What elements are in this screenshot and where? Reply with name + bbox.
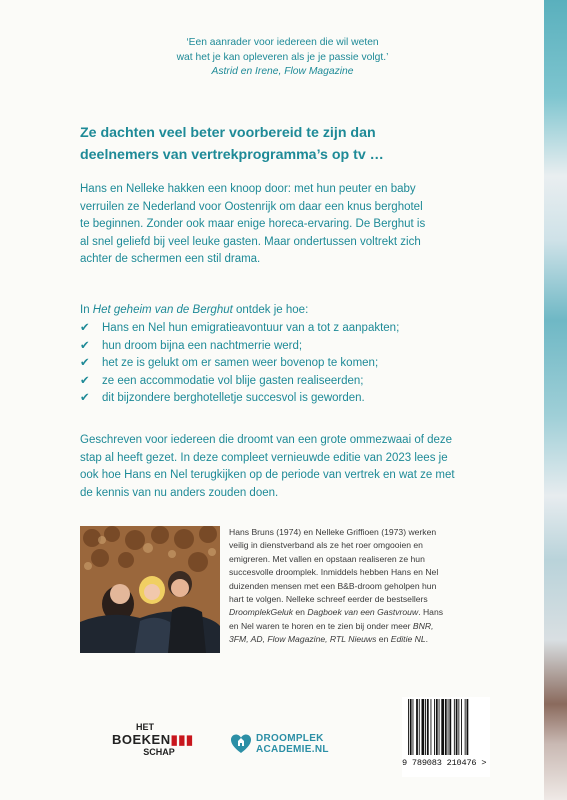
barcode-bars (402, 697, 490, 757)
barcode-bar (431, 699, 432, 755)
checkmark-icon: ✔ (80, 339, 90, 352)
barcode-bar (408, 699, 409, 755)
barcode-bar (419, 699, 420, 755)
checklist-text: Hans en Nel hun emigratieavontuur van a tot z aanpakten; (102, 322, 400, 334)
bio-line: duizenden mensen met een B&B-droom geholpen hun (229, 580, 437, 591)
bio-line: succesvolle droomplek. Inmiddels hebben Hans en Nel (229, 567, 439, 578)
barcode-bar (445, 699, 447, 755)
barcode-bar (439, 699, 440, 755)
barcode-bar (448, 699, 449, 755)
bio-text: . (425, 634, 429, 645)
bio-line: emigreren. Met vallen en opstaan realiseren ze hun (229, 553, 425, 564)
bio-line (229, 620, 501, 633)
barcode-bar (458, 699, 459, 755)
headline (80, 122, 500, 166)
closing-line: de kennis van nu anders zouden doen. (80, 486, 279, 499)
blurb-paragraph (80, 181, 520, 269)
bio-text: . Hans (418, 607, 444, 618)
isbn-barcode (402, 697, 490, 777)
list-item (80, 320, 520, 338)
closing-line: stap al heeft gezet. In deze compleet vernieuwde editie van 2023 lees je (80, 451, 448, 464)
barcode-bar (465, 699, 466, 755)
blurb-line: verruilen ze Nederland voor Oostenrijk om daar een knus berghotel (80, 200, 423, 213)
book-title-inline: Dagboek van een Gastvrouw (307, 607, 419, 618)
checklist-text: het ze is gelukt om er samen weer bovenop te komen; (102, 357, 379, 369)
bio-text: en (376, 634, 391, 645)
blurb-line: te beginnen. Zonder ook maar enige horeca-ervaring. De Berghut is (80, 218, 426, 230)
spine-photo-strip (544, 0, 567, 800)
isbn-digits: 9 789083 210476 > (402, 758, 487, 768)
bio-line (229, 606, 501, 619)
barcode-bar (413, 699, 414, 755)
closing-paragraph (80, 432, 520, 502)
bio-line: hart te volgen. Nelleke schreef eerder de bestsellers (229, 594, 428, 605)
media-name: BNR, (412, 620, 434, 631)
barcode-bar (436, 699, 438, 755)
review-quote (150, 36, 415, 80)
bio-text: en (293, 607, 308, 618)
academy-logo-line: ACADEMIE.NL (256, 744, 329, 755)
barcode-bar (425, 699, 426, 755)
academy-logo-text (256, 733, 329, 755)
barcode-bar (456, 699, 458, 755)
book-title-inline: DroomplekGeluk (229, 607, 293, 618)
bio-line: Hans Bruns (1974) en Nelleke Griffioen (1973) werken (229, 527, 437, 537)
author-photo (80, 526, 220, 653)
bio-line (229, 633, 501, 646)
blurb-line: al snel geliefd bij veel leuke gasten. Maar ondertussen voltrekt zich (80, 235, 421, 248)
publisher-logo (112, 722, 192, 767)
blurb-line: achter de schermen een stil drama. (80, 253, 261, 265)
checklist-text: dit bijzondere berghotelletje succesvol is geworden. (102, 392, 365, 404)
closing-line: Geschreven voor iedereen die droomt van een grote ommezwaai of deze (80, 434, 453, 446)
bio-line: veilig in dienstverband als ze het roer omgooien en (229, 540, 423, 551)
list-item (80, 355, 520, 373)
author-photo-illustration (80, 526, 220, 653)
book-title-inline: Het geheim van de Berghut (92, 304, 233, 316)
barcode-bar (461, 699, 462, 755)
headline-line: Ze dachten veel beter voorbereid te zijn dan (80, 125, 376, 141)
list-item (80, 390, 520, 408)
intro-prefix: In (80, 304, 93, 316)
heart-icon (230, 733, 252, 755)
list-item (80, 373, 520, 391)
barcode-bar (449, 699, 451, 755)
blurb-line: Hans en Nelleke hakken een knoop door: met hun peuter en baby (80, 183, 416, 195)
publisher-logo-line: HET (136, 722, 154, 732)
intro-suffix: ontdek je hoe: (232, 304, 309, 316)
checklist-text: ze een accommodatie vol blije gasten realiseerden; (102, 374, 364, 387)
checklist-text: hun droom bijna een nachtmerrie werd; (102, 339, 303, 352)
barcode-bar (441, 699, 444, 755)
barcode-bar (467, 699, 469, 755)
author-bio (229, 526, 501, 647)
barcode-bar (422, 699, 425, 755)
barcode-bar (434, 699, 435, 755)
checkmark-icon: ✔ (80, 322, 90, 334)
academy-logo-line: DROOMPLEK (256, 733, 324, 744)
bio-text: en Nel waren te horen en te zien bij onder meer (229, 620, 413, 631)
academy-logo (230, 726, 370, 762)
quote-source: Astrid en Irene, Flow Magazine (211, 66, 354, 77)
barcode-bar (454, 699, 455, 755)
checkmark-icon: ✔ (80, 392, 90, 404)
barcode-bar (416, 699, 418, 755)
checklist (80, 320, 520, 408)
closing-line: ook hoe Hans en Nel terugkijken op de periode van vertrek en wat ze met (80, 469, 455, 481)
headline-line: deelnemers van vertrekprogramma’s op tv … (80, 147, 384, 163)
quote-line: ‘Een aanrader voor iedereen die wil weten (186, 37, 379, 48)
checkmark-icon: ✔ (80, 374, 90, 387)
checkmark-icon: ✔ (80, 357, 90, 369)
publisher-logo-line: SCHAP (143, 747, 175, 757)
barcode-bar (410, 699, 412, 755)
publisher-logo-word: BOEKEN (112, 732, 171, 747)
media-name: Editie NL (390, 634, 426, 645)
publisher-logo-line (112, 733, 192, 747)
publisher-stripes-icon: ▮▮▮ (170, 732, 194, 747)
quote-line: wat het je kan opleveren als je je passie volgt.’ (176, 51, 389, 63)
media-name: 3FM, AD, Flow Magazine, RTL Nieuws (229, 634, 377, 645)
list-item (80, 338, 520, 356)
barcode-bar (427, 699, 429, 755)
checklist-intro (80, 302, 520, 320)
